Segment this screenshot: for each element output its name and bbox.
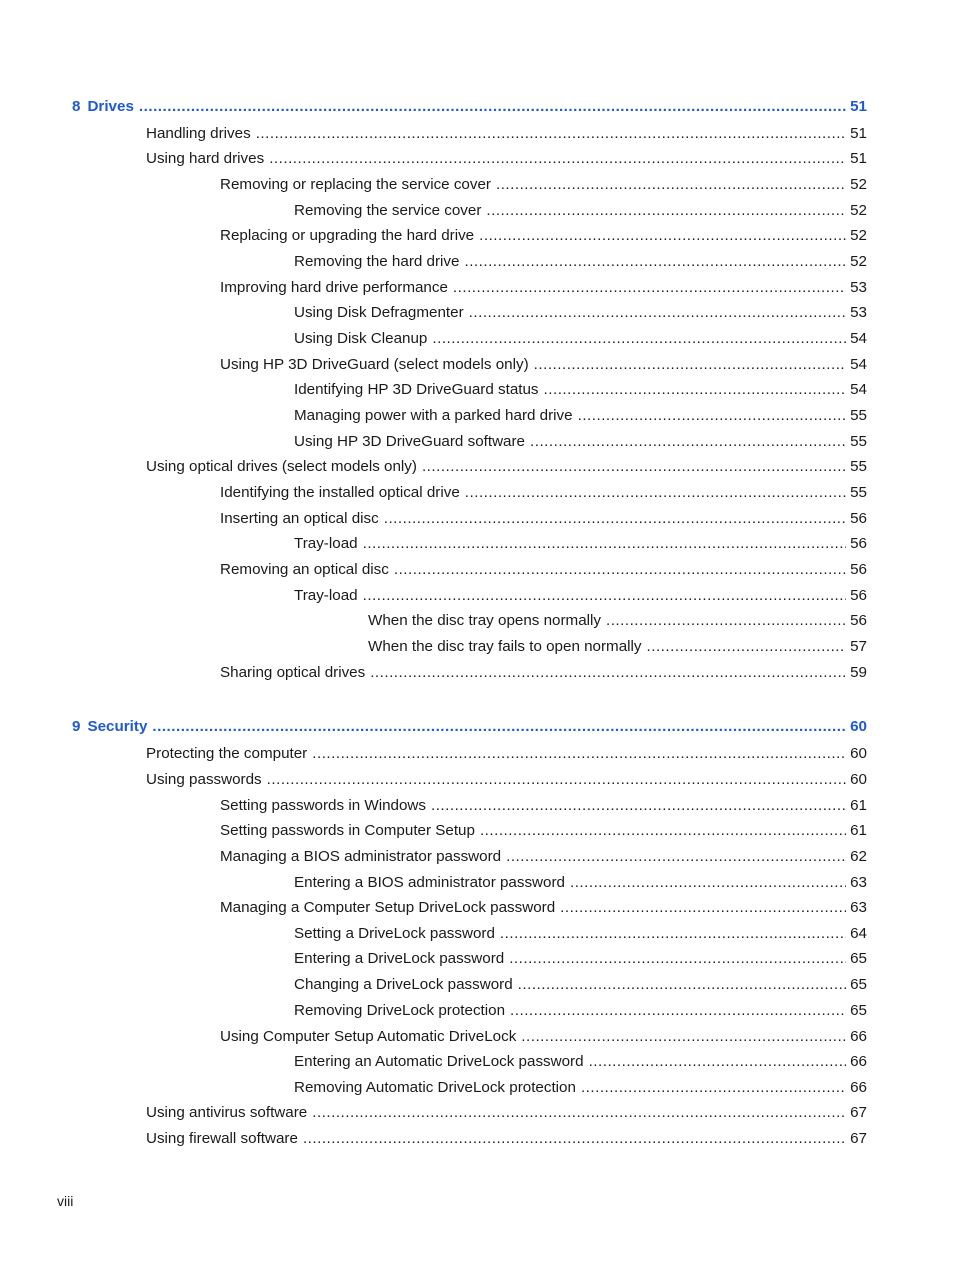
toc-page-number: 52 xyxy=(850,253,867,270)
toc-page-number: 56 xyxy=(850,587,867,604)
toc-page-number: 53 xyxy=(850,279,867,296)
toc-entry-title: Managing a Computer Setup DriveLock password xyxy=(220,899,556,916)
toc-entry[interactable] xyxy=(294,873,867,893)
toc-entry-title: Removing Automatic DriveLock protection xyxy=(294,1079,576,1096)
toc-entry[interactable] xyxy=(220,1027,867,1047)
toc-entry[interactable] xyxy=(294,252,867,272)
toc-entry-title: Using hard drives xyxy=(146,150,265,167)
toc-page-number: 52 xyxy=(850,227,867,244)
toc-page-number: 60 xyxy=(850,718,867,735)
toc-entry[interactable] xyxy=(146,744,867,764)
toc-entry[interactable] xyxy=(294,924,867,944)
toc-entry-title: Identifying the installed optical drive xyxy=(220,484,460,501)
toc-entry-title: Removing DriveLock protection xyxy=(294,1002,506,1019)
dot-leader xyxy=(581,1078,846,1098)
toc-entry-title: Using firewall software xyxy=(146,1130,298,1147)
toc-entry-title xyxy=(72,97,134,117)
dot-leader xyxy=(363,586,847,606)
chapter-title: Drives xyxy=(87,98,134,115)
toc-entry-title: Improving hard drive performance xyxy=(220,279,448,296)
toc-entry[interactable] xyxy=(220,509,867,529)
toc-page-number: 56 xyxy=(850,612,867,629)
dot-leader xyxy=(578,406,846,426)
toc-entry-title: Using Disk Defragmenter xyxy=(294,304,464,321)
dot-leader xyxy=(506,847,846,867)
dot-leader xyxy=(422,457,846,477)
toc-entry-title: Setting passwords in Windows xyxy=(220,797,426,814)
toc-entry-title: Entering a BIOS administrator password xyxy=(294,874,565,891)
toc-entry[interactable] xyxy=(220,821,867,841)
toc-entry[interactable] xyxy=(220,355,867,375)
dot-leader xyxy=(479,226,846,246)
dot-leader xyxy=(496,175,846,195)
toc-page-number: 61 xyxy=(850,797,867,814)
dot-leader xyxy=(509,949,846,969)
dot-leader xyxy=(303,1129,846,1149)
toc-page-number: 57 xyxy=(850,638,867,655)
toc-page-number: 63 xyxy=(850,899,867,916)
toc-entry-title: Handling drives xyxy=(146,125,251,142)
toc-entry[interactable] xyxy=(146,124,867,144)
toc-page-number: 66 xyxy=(850,1028,867,1045)
toc-entry[interactable] xyxy=(294,380,867,400)
toc-page-number: 53 xyxy=(850,304,867,321)
chapter-number: 8 xyxy=(72,98,81,115)
toc-entry-title: Setting a DriveLock password xyxy=(294,925,495,942)
toc-page-number: 66 xyxy=(850,1079,867,1096)
toc-entry[interactable] xyxy=(146,1103,867,1123)
toc-entry[interactable] xyxy=(220,483,867,503)
toc-entry-title xyxy=(72,717,147,737)
toc-page-number: 56 xyxy=(850,561,867,578)
toc-page-number: 55 xyxy=(850,484,867,501)
dot-leader xyxy=(256,124,846,144)
toc-entry-title: When the disc tray opens normally xyxy=(368,612,601,629)
toc-entry-title: Using HP 3D DriveGuard (select models only) xyxy=(220,356,529,373)
toc-page-number: 51 xyxy=(850,150,867,167)
toc-entry-title: Replacing or upgrading the hard drive xyxy=(220,227,475,244)
toc-entry[interactable] xyxy=(294,1078,867,1098)
toc-page-number: 60 xyxy=(850,745,867,762)
chapter-number: 9 xyxy=(72,718,81,735)
toc-entry-title: Inserting an optical disc xyxy=(220,510,379,527)
dot-leader xyxy=(647,637,847,657)
toc-entry-title: Tray-load xyxy=(294,535,358,552)
dot-leader xyxy=(469,303,846,323)
dot-leader xyxy=(486,201,846,221)
toc-entry-title: Identifying HP 3D DriveGuard status xyxy=(294,381,539,398)
toc-page-number: 56 xyxy=(850,510,867,527)
toc-entry[interactable] xyxy=(220,560,867,580)
toc-entry-title: Entering an Automatic DriveLock password xyxy=(294,1053,584,1070)
dot-leader xyxy=(312,1103,846,1123)
toc-page-number: 54 xyxy=(850,381,867,398)
toc-entry-title: Using HP 3D DriveGuard software xyxy=(294,433,525,450)
toc-entry[interactable] xyxy=(294,586,867,606)
dot-leader xyxy=(570,873,846,893)
toc-entry-title: When the disc tray fails to open normally xyxy=(368,638,642,655)
toc-entry-title: Managing power with a parked hard drive xyxy=(294,407,573,424)
toc-chapter-entry[interactable] xyxy=(72,717,867,737)
dot-leader xyxy=(521,1027,846,1047)
toc-entry[interactable] xyxy=(146,149,867,169)
dot-leader xyxy=(530,432,846,452)
toc-page-number: 63 xyxy=(850,874,867,891)
dot-leader xyxy=(384,509,846,529)
toc-entry[interactable] xyxy=(220,175,867,195)
dot-leader xyxy=(152,717,846,737)
dot-leader xyxy=(464,252,846,272)
toc-page-number: 52 xyxy=(850,202,867,219)
toc-entry-title: Using passwords xyxy=(146,771,262,788)
toc-entry[interactable] xyxy=(294,303,867,323)
toc-entry-title: Using Computer Setup Automatic DriveLock xyxy=(220,1028,517,1045)
toc-page-number: 55 xyxy=(850,433,867,450)
toc-page-number: 55 xyxy=(850,458,867,475)
dot-leader xyxy=(453,278,846,298)
dot-leader xyxy=(370,663,846,683)
toc-entry[interactable] xyxy=(294,1001,867,1021)
toc-page-number: 60 xyxy=(850,771,867,788)
toc-page-number: 54 xyxy=(850,356,867,373)
toc-entry[interactable] xyxy=(294,1052,867,1072)
dot-leader xyxy=(465,483,846,503)
chapter-title: Security xyxy=(87,718,148,735)
dot-leader xyxy=(431,796,846,816)
toc-entry[interactable] xyxy=(220,226,867,246)
toc-entry[interactable] xyxy=(294,329,867,349)
dot-leader xyxy=(432,329,846,349)
toc-entry[interactable] xyxy=(294,975,867,995)
toc-entry-title: Removing the service cover xyxy=(294,202,482,219)
dot-leader xyxy=(589,1052,847,1072)
toc-entry-title: Tray-load xyxy=(294,587,358,604)
dot-leader xyxy=(518,975,846,995)
dot-leader xyxy=(139,97,846,117)
toc-page-number: 65 xyxy=(850,1002,867,1019)
toc-page-number: 55 xyxy=(850,407,867,424)
toc-entry-title: Using optical drives (select models only) xyxy=(146,458,417,475)
toc-entry-title: Sharing optical drives xyxy=(220,664,366,681)
toc-entry[interactable] xyxy=(220,278,867,298)
toc-entry-title: Entering a DriveLock password xyxy=(294,950,505,967)
toc-entry[interactable] xyxy=(368,611,867,631)
toc-entry[interactable] xyxy=(146,770,867,790)
toc-page-number: 66 xyxy=(850,1053,867,1070)
toc-page-number: 67 xyxy=(850,1104,867,1121)
toc-entry[interactable] xyxy=(220,796,867,816)
dot-leader xyxy=(510,1001,846,1021)
dot-leader xyxy=(267,770,846,790)
dot-leader xyxy=(480,821,846,841)
toc-entry[interactable] xyxy=(220,847,867,867)
dot-leader xyxy=(312,744,846,764)
toc-page-number: 59 xyxy=(850,664,867,681)
dot-leader xyxy=(606,611,846,631)
dot-leader xyxy=(269,149,846,169)
toc-entry[interactable] xyxy=(368,637,867,657)
toc-entry-title: Protecting the computer xyxy=(146,745,308,762)
toc-page-number: 56 xyxy=(850,535,867,552)
dot-leader xyxy=(500,924,846,944)
toc-entry[interactable] xyxy=(294,432,867,452)
toc-page-number: 62 xyxy=(850,848,867,865)
toc-entry[interactable] xyxy=(220,898,867,918)
dot-leader xyxy=(363,534,847,554)
dot-leader xyxy=(544,380,847,400)
toc-entry[interactable] xyxy=(146,457,867,477)
toc-entry-title: Using antivirus software xyxy=(146,1104,308,1121)
page-number-footer: viii xyxy=(57,1193,74,1209)
toc-entry[interactable] xyxy=(294,534,867,554)
toc-page-number: 51 xyxy=(850,125,867,142)
toc-entry-title: Using Disk Cleanup xyxy=(294,330,428,347)
toc-entry-title: Setting passwords in Computer Setup xyxy=(220,822,475,839)
toc-entry-title: Removing an optical disc xyxy=(220,561,389,578)
toc-chapter-entry[interactable] xyxy=(72,97,867,117)
toc-entry[interactable] xyxy=(294,406,867,426)
dot-leader xyxy=(534,355,846,375)
toc-entry-title: Removing the hard drive xyxy=(294,253,460,270)
toc-entry[interactable] xyxy=(294,949,867,969)
toc-entry-title: Managing a BIOS administrator password xyxy=(220,848,502,865)
toc-entry-title: Changing a DriveLock password xyxy=(294,976,513,993)
dot-leader xyxy=(394,560,846,580)
toc-page-number: 54 xyxy=(850,330,867,347)
toc-page-number: 61 xyxy=(850,822,867,839)
toc-page-number: 67 xyxy=(850,1130,867,1147)
toc-entry[interactable] xyxy=(220,663,867,683)
toc-entry-title: Removing or replacing the service cover xyxy=(220,176,491,193)
toc-page-number: 65 xyxy=(850,976,867,993)
toc-page-number: 51 xyxy=(850,98,867,115)
dot-leader xyxy=(560,898,846,918)
toc-page-number: 64 xyxy=(850,925,867,942)
toc-entry[interactable] xyxy=(294,201,867,221)
toc-page-number: 65 xyxy=(850,950,867,967)
toc-page-number: 52 xyxy=(850,176,867,193)
toc-entry[interactable] xyxy=(146,1129,867,1149)
